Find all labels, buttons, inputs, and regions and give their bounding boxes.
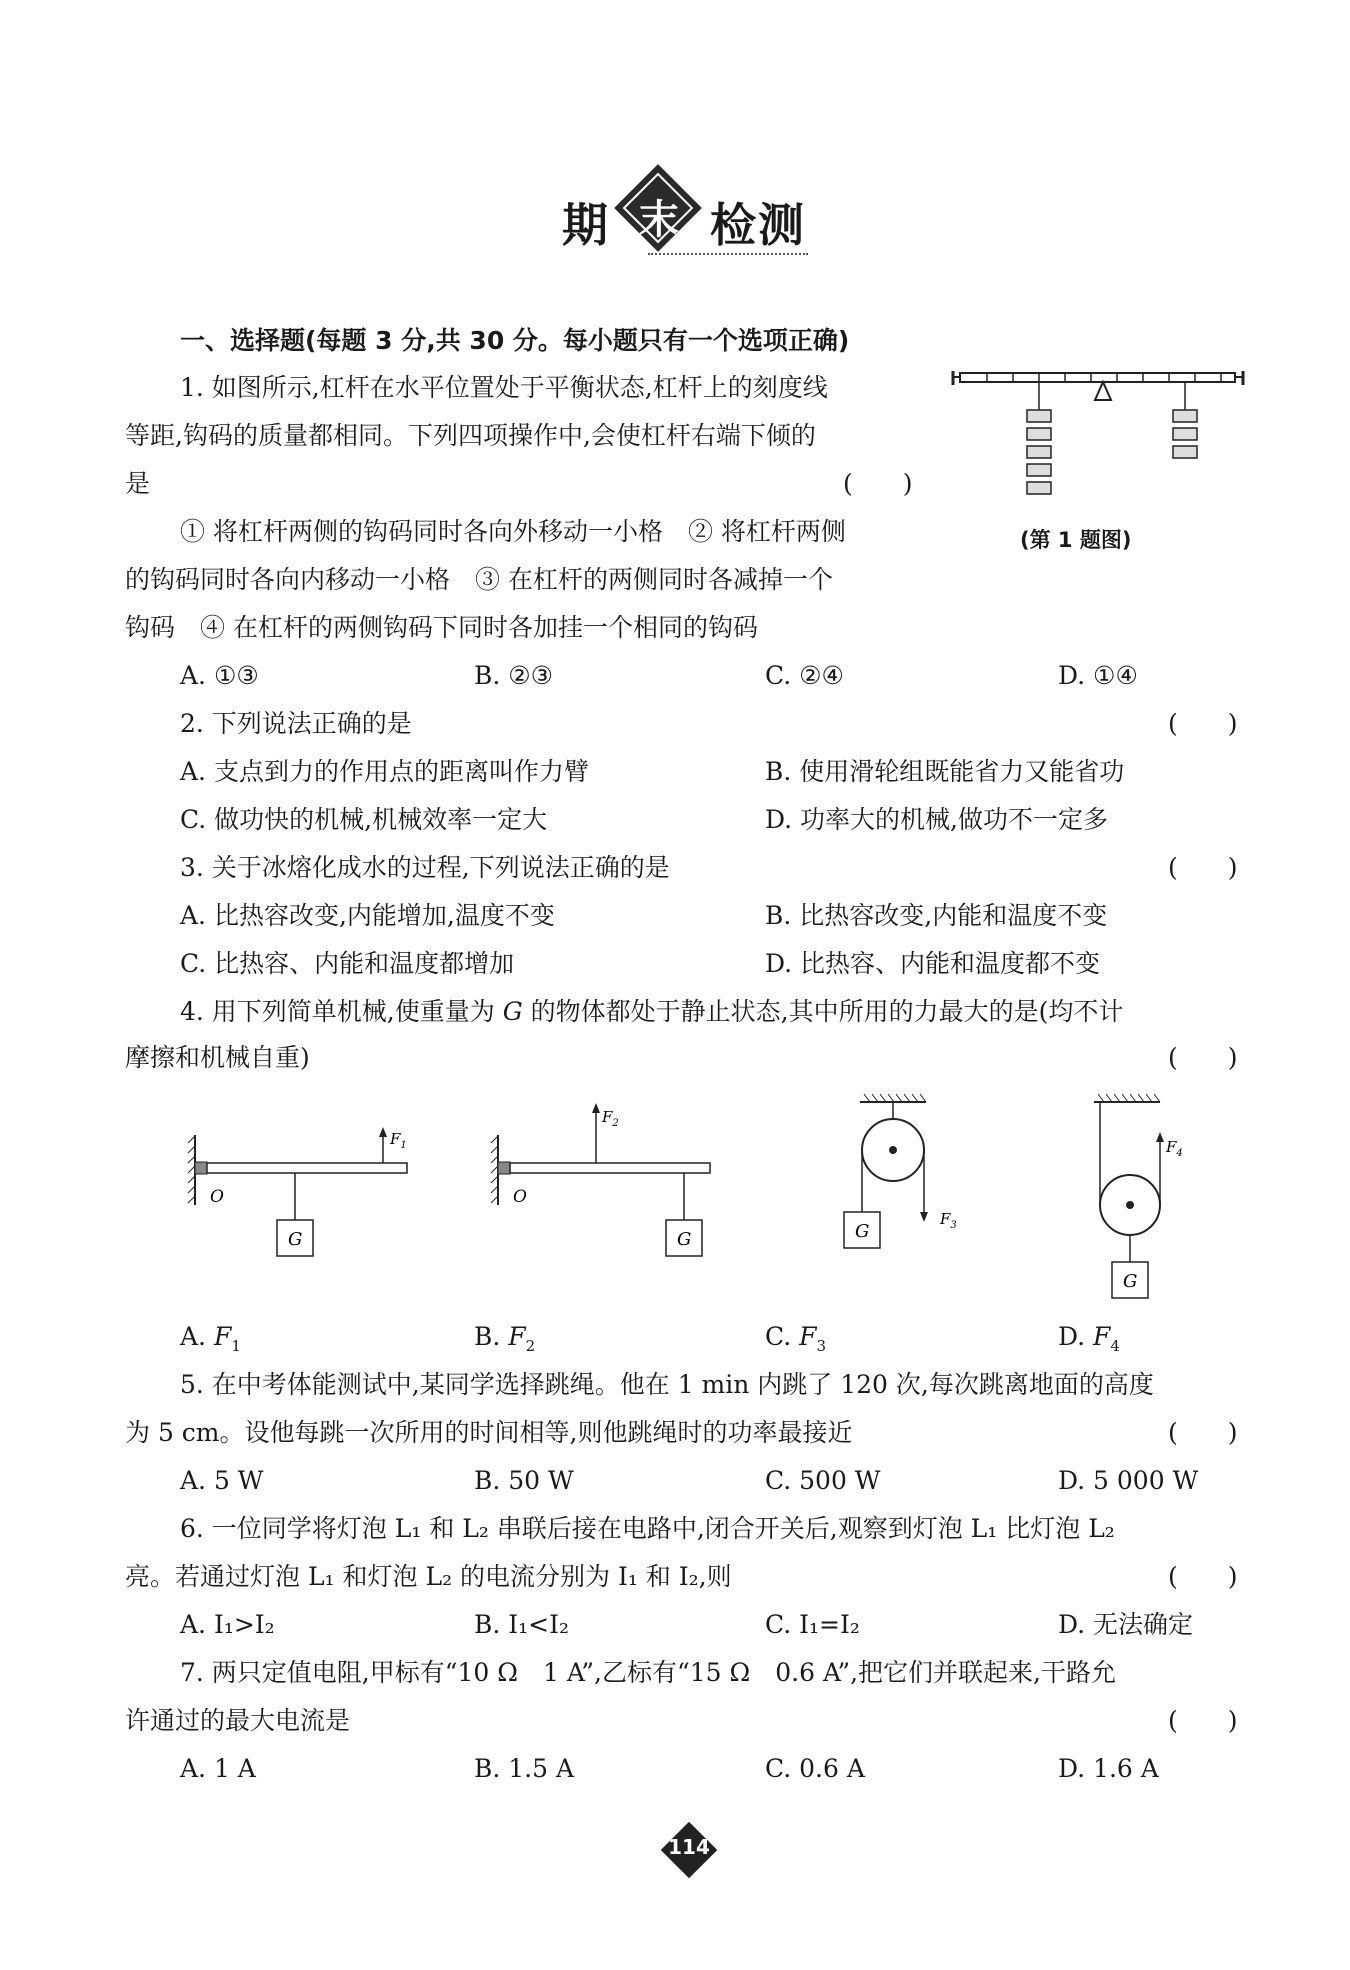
q4-figure-b [488, 1100, 728, 1260]
section-heading: 一、选择题(每题 3 分,共 30 分。每小题只有一个选项正确) [180, 326, 850, 355]
q1-option-d[interactable]: D. ①④ [1058, 661, 1138, 690]
force-f2-label: $F_2$ [602, 1108, 619, 1129]
q1-line-6: 钩码 ④ 在杠杆的两侧钩码下同时各加挂一个相同的钩码 [125, 613, 758, 642]
q3-option-a[interactable]: A. 比热容改变,内能增加,温度不变 [180, 901, 555, 930]
q3-option-d[interactable]: D. 比热容、内能和温度都不变 [765, 949, 1101, 978]
force-f3-label: $F_3$ [940, 1210, 957, 1231]
force-f1-label: $F_1$ [390, 1130, 407, 1151]
q1-option-a[interactable]: A. ①③ [180, 661, 259, 690]
q1-line-1: 1. 如图所示,杠杆在水平位置处于平衡状态,杠杆上的刻度线 [180, 373, 828, 402]
q1-answer-paren: ( ) [843, 469, 913, 498]
q4-line-1: 4. 用下列简单机械,使重量为 G 的物体都处于静止状态,其中所用的力最大的是(均不计 [180, 997, 1124, 1026]
q5-line-2: 为 5 cm。设他每跳一次所用的时间相等,则他跳绳时的功率最接近 [125, 1418, 853, 1447]
q4-option-c[interactable]: C. $F_3$ [765, 1322, 827, 1355]
q7-line-2: 许通过的最大电流是 [125, 1706, 351, 1735]
q4-figure-a [185, 1125, 425, 1265]
q5-option-a[interactable]: A. 5 W [180, 1466, 264, 1495]
q3-option-c[interactable]: C. 比热容、内能和温度都增加 [180, 949, 515, 978]
q5-option-c[interactable]: C. 500 W [765, 1466, 881, 1495]
page-title [0, 175, 1350, 265]
q4-option-a[interactable]: A. $F_1$ [180, 1322, 241, 1355]
q2-option-b[interactable]: B. 使用滑轮组既能省力又能省功 [765, 757, 1125, 786]
q6-line-2: 亮。若通过灯泡 L₁ 和灯泡 L₂ 的电流分别为 I₁ 和 I₂,则 [125, 1562, 732, 1591]
q1-option-c[interactable]: C. ②④ [765, 661, 844, 690]
page-number: 114 [661, 1822, 717, 1878]
q1-figure-caption: (第 1 题图) [1020, 528, 1132, 552]
q4-option-b[interactable]: B. $F_2$ [474, 1322, 536, 1355]
svg-text:G: G [855, 1221, 870, 1242]
q7-option-b[interactable]: B. 1.5 A [474, 1754, 575, 1783]
q2-option-a[interactable]: A. 支点到力的作用点的距离叫作力臂 [180, 757, 589, 786]
q6-option-a[interactable]: A. I₁>I₂ [180, 1610, 275, 1639]
q2-option-c[interactable]: C. 做功快的机械,机械效率一定大 [180, 805, 548, 834]
q3-answer-paren: ( ) [1168, 853, 1238, 882]
q6-answer-paren: ( ) [1168, 1562, 1238, 1591]
right-weights [1173, 382, 1197, 458]
q5-answer-paren: ( ) [1168, 1418, 1238, 1447]
q7-answer-paren: ( ) [1168, 1706, 1238, 1735]
q4-answer-paren: ( ) [1168, 1043, 1238, 1072]
q4-line-2: 摩擦和机械自重) [125, 1043, 310, 1072]
q3-option-b[interactable]: B. 比热容改变,内能和温度不变 [765, 901, 1108, 930]
q6-option-d[interactable]: D. 无法确定 [1058, 1610, 1194, 1639]
title-char-1: 期 [562, 198, 610, 252]
q4-option-d[interactable]: D. $F_4$ [1058, 1322, 1120, 1355]
svg-text:G: G [1123, 1271, 1138, 1292]
q2-answer-paren: ( ) [1168, 709, 1238, 738]
pivot-o-label: O [210, 1187, 224, 1207]
q4-figure-c [838, 1090, 978, 1265]
q1-line-3: 是 [125, 469, 151, 498]
q5-line-1: 5. 在中考体能测试中,某同学选择跳绳。他在 1 min 内跳了 120 次,每次跳离地面的高度 [180, 1370, 1154, 1399]
fulcrum-icon [1095, 382, 1111, 400]
q6-option-c[interactable]: C. I₁=I₂ [765, 1610, 860, 1639]
q2-option-d[interactable]: D. 功率大的机械,做功不一定多 [765, 805, 1108, 834]
q1-line-4: ① 将杠杆两侧的钩码同时各向外移动一小格 ② 将杠杆两侧 [180, 517, 846, 546]
weight-g-label: G [288, 1229, 303, 1250]
q1-option-b[interactable]: B. ②③ [474, 661, 554, 690]
q1-line-2: 等距,钩码的质量都相同。下列四项操作中,会使杠杆右端下倾的 [125, 421, 816, 450]
q2-stem: 2. 下列说法正确的是 [180, 709, 412, 738]
title-rule [648, 253, 808, 255]
q1-line-5: 的钩码同时各向内移动一小格 ③ 在杠杆的两侧同时各减掉一个 [125, 565, 833, 594]
title-char-3: 检 [710, 198, 758, 252]
q6-line-1: 6. 一位同学将灯泡 L₁ 和 L₂ 串联后接在电路中,闭合开关后,观察到灯泡 L₁ 比灯泡 L₂ [180, 1514, 1115, 1543]
q5-option-b[interactable]: B. 50 W [474, 1466, 574, 1495]
q7-option-c[interactable]: C. 0.6 A [765, 1754, 865, 1783]
q4-figure-d [1080, 1090, 1210, 1305]
title-char-2: 末 [639, 197, 679, 243]
q7-option-a[interactable]: A. 1 A [180, 1754, 256, 1783]
left-weights [1027, 382, 1051, 494]
q3-stem: 3. 关于冰熔化成水的过程,下列说法正确的是 [180, 853, 670, 882]
lever-figure [945, 365, 1255, 505]
q7-line-1: 7. 两只定值电阻,甲标有“10 Ω 1 A”,乙标有“15 Ω 0.6 A”,把它们并联起来,干路允 [180, 1658, 1117, 1687]
q5-option-d[interactable]: D. 5 000 W [1058, 1466, 1199, 1495]
force-f4-label: $F_4$ [1166, 1138, 1183, 1159]
svg-text:G: G [677, 1229, 692, 1250]
q6-option-b[interactable]: B. I₁<I₂ [474, 1610, 570, 1639]
svg-text:O: O [513, 1187, 527, 1207]
q7-option-d[interactable]: D. 1.6 A [1058, 1754, 1159, 1783]
title-char-4: 测 [758, 198, 806, 252]
